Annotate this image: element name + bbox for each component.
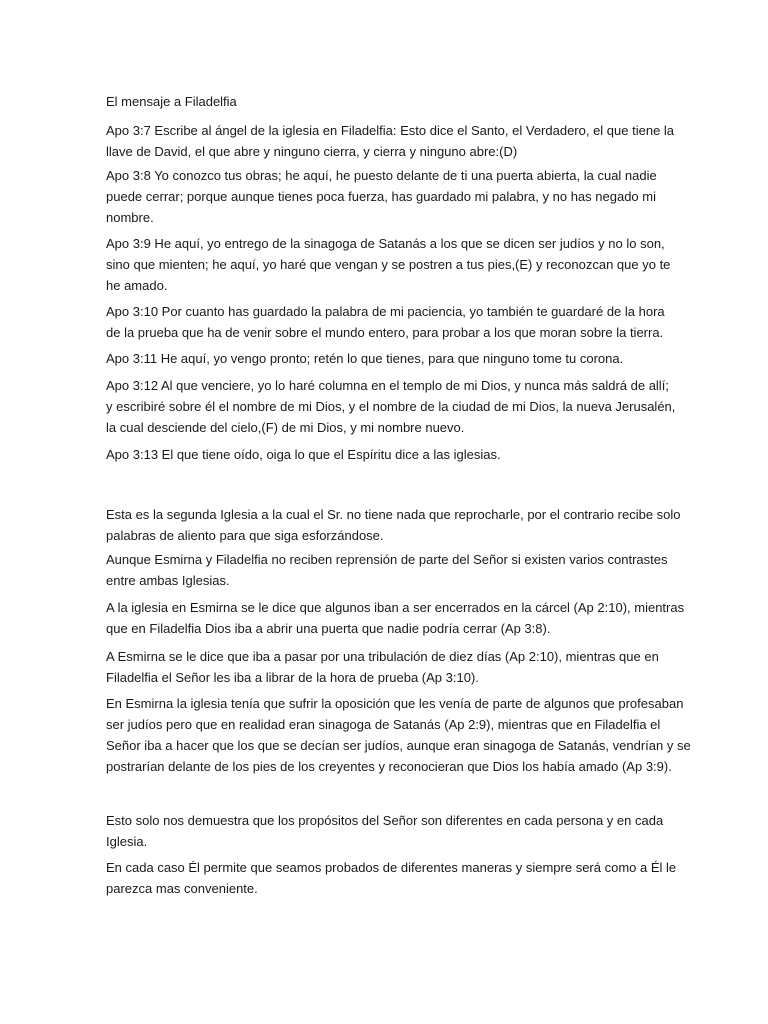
paragraph: [106, 165, 706, 228]
paragraph-line: Esto solo nos demuestra que los propósitos del Señor son diferentes en cada persona y en cada: [106, 813, 664, 828]
paragraph: [106, 597, 706, 639]
paragraph-line: Apo 3:13 El que tiene oído, oiga lo que el Espíritu dice a las iglesias.: [106, 447, 501, 462]
paragraph-line: Apo 3:9 He aquí, yo entrego de la sinagoga de Satanás a los que se dicen ser judíos y no lo son,: [106, 236, 665, 251]
paragraph-line: En cada caso Él permite que seamos probados de diferentes maneras y siempre será como a Él le: [106, 860, 677, 875]
paragraph: [106, 375, 706, 438]
paragraph: [106, 857, 706, 899]
paragraph: [106, 549, 706, 591]
paragraph-line: Filadelfia el Señor les iba a librar de la hora de prueba (Ap 3:10).: [106, 670, 479, 685]
paragraph-line: Apo 3:8 Yo conozco tus obras; he aquí, he puesto delante de ti una puerta abierta, la cual nadie: [106, 168, 657, 183]
paragraph-line: Apo 3:11 He aquí, yo vengo pronto; retén lo que tienes, para que ninguno tome tu corona.: [106, 351, 624, 366]
paragraph-line: parezca mas conveniente.: [106, 881, 258, 896]
paragraph-line: puede cerrar; porque aunque tienes poca fuerza, has guardado mi palabra, y no has negado mi: [106, 189, 656, 204]
paragraph-line: de la prueba que ha de venir sobre el mundo entero, para probar a los que moran sobre la tierra.: [106, 325, 664, 340]
paragraph: [106, 810, 706, 852]
paragraph-line: y escribiré sobre él el nombre de mi Dios, y el nombre de la ciudad de mi Dios, la nueva Jerusalén,: [106, 399, 676, 414]
paragraph: [106, 504, 706, 546]
paragraph: [106, 233, 706, 296]
paragraph: [106, 301, 706, 343]
paragraph-line: ser judíos pero que en realidad eran sinagoga de Satanás (Ap 2:9), mientras que en Filadelfia el: [106, 717, 661, 732]
paragraph-line: Apo 3:7 Escribe al ángel de la iglesia en Filadelfia: Esto dice el Santo, el Verdadero, el que tiene la: [106, 123, 675, 138]
paragraph-line: A la iglesia en Esmirna se le dice que algunos iban a ser encerrados en la cárcel (Ap 2:10), mientras: [106, 600, 685, 615]
paragraph-line: Esta es la segunda Iglesia a la cual el Sr. no tiene nada que reprocharle, por el contrario recibe solo: [106, 507, 681, 522]
paragraph-line: he amado.: [106, 278, 168, 293]
paragraph-line: postrarían delante de los pies de los creyentes y reconocieran que Dios los había amado (Ap 3:9).: [106, 759, 672, 774]
paragraph: [106, 348, 706, 369]
paragraph-line: A Esmirna se le dice que iba a pasar por una tribulación de diez días (Ap 2:10), mientras que en: [106, 649, 659, 664]
paragraph-line: Apo 3:10 Por cuanto has guardado la palabra de mi paciencia, yo también te guardaré de la hora: [106, 304, 665, 319]
paragraph-line: palabras de aliento para que siga esforzándose.: [106, 528, 384, 543]
paragraph-line: sino que mienten; he aquí, yo haré que vengan y se postren a tus pies,(E) y reconozcan que yo te: [106, 257, 671, 272]
paragraph: [106, 444, 706, 465]
paragraph: [106, 120, 706, 162]
paragraph: [106, 646, 706, 688]
paragraph-line: llave de David, el que abre y ninguno cierra, y cierra y ninguno abre:(D): [106, 144, 518, 159]
paragraph-line: Iglesia.: [106, 834, 148, 849]
paragraph-line: que en Filadelfia Dios iba a abrir una puerta que nadie podría cerrar (Ap 3:8).: [106, 621, 551, 636]
document-title: [106, 91, 706, 112]
paragraph-line: entre ambas Iglesias.: [106, 573, 230, 588]
paragraph-line: Señor iba a hacer que los que se decían ser judíos, aunque eran sinagoga de Satanás, vendrían y se: [106, 738, 691, 753]
paragraph: [106, 693, 706, 777]
paragraph-line: Aunque Esmirna y Filadelfia no reciben reprensión de parte del Señor si existen varios contrastes: [106, 552, 668, 567]
paragraph-line: En Esmirna la iglesia tenía que sufrir la oposición que les venía de parte de algunos que profesaban: [106, 696, 684, 711]
paragraph-line: nombre.: [106, 210, 154, 225]
paragraph-line: la cual desciende del cielo,(F) de mi Dios, y mi nombre nuevo.: [106, 420, 465, 435]
paragraph-line: Apo 3:12 Al que venciere, yo lo haré columna en el templo de mi Dios, y nunca más saldrá de allí;: [106, 378, 669, 393]
title-text: El mensaje a Filadelfia: [106, 94, 237, 109]
